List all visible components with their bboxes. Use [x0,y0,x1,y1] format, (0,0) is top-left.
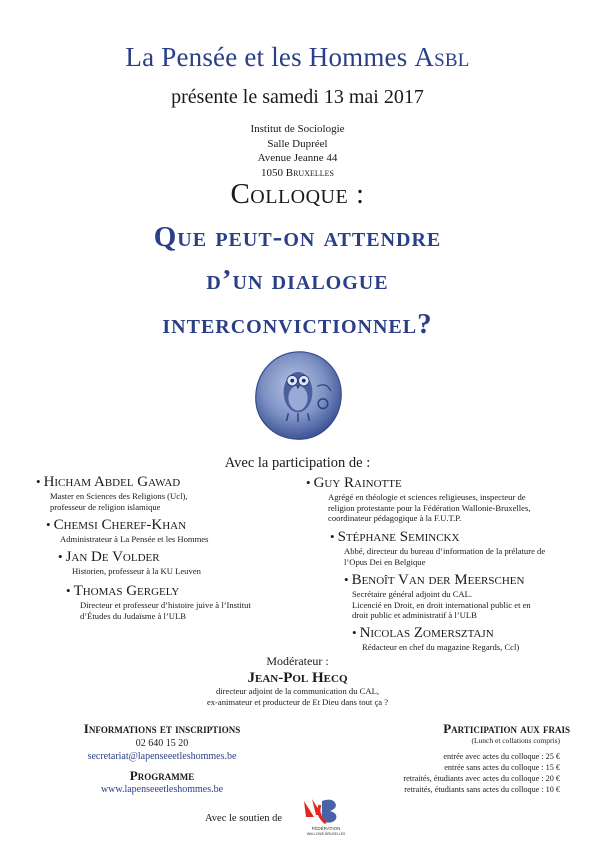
program-heading: Programme [129,768,195,783]
speaker-name: Chemsi Cheref-Khan [53,517,187,533]
speaker-name: Hicham Abdel Gawad [43,474,181,490]
bullet-icon: • [58,549,63,564]
fees-subheading: (Lunch et collations compris) [471,736,560,745]
address-line: Salle Dupréel [267,137,328,150]
speaker-entry [46,517,208,545]
participation-label: Avec la participation de : [224,455,371,471]
speaker-description: Historien, professeur à la KU Leuven [72,566,201,576]
fee-line: retraités, étudiants avec actes du colloque : 20 € [403,774,560,783]
fee-line: entrée sans actes du colloque : 15 € [444,763,560,772]
fee-line: entrée avec actes du colloque : 25 € [443,752,560,761]
email-link[interactable]: secretariat@lapenseeetleshommes.be [87,751,237,762]
owl-coin-image [250,348,346,444]
venue-address [0,122,595,180]
bullet-icon: • [306,475,311,490]
bullet-icon: • [352,625,357,640]
speaker-name: Guy Rainotte [313,475,402,491]
bullet-icon: • [66,583,71,598]
speaker-entry [36,474,187,512]
speaker-entry [330,529,545,567]
support-label: Avec le soutien de [205,813,283,824]
info-heading: Informations et inscriptions [83,721,241,736]
speaker-name: Stéphane Seminckx [337,529,460,545]
colloque-label: Colloque : [230,178,365,210]
organization-name: La Pensée et les Hommes [125,42,415,72]
speaker-description: Abbé, directeur du bureau d’information de la prélature de l’Opus Dei en Belgique [344,546,546,567]
speaker-entry [58,549,201,577]
moderator-name: Jean-Pol Hecq [247,670,348,686]
bullet-icon: • [344,572,349,587]
bullet-icon: • [330,529,335,544]
logo-text: FÉDÉRATION [311,826,341,831]
speaker-description: Secrétaire général adjoint du CAL. Licencié en Droit, en droit international public et en droit public et administratif à l’ULB [352,589,531,620]
fee-line: retraités, étudiants sans actes du colloque : 10 € [404,785,560,794]
speaker-name: Benoît Van der Meerschen [351,572,525,588]
website-link[interactable]: www.lapenseeetleshommes.be [100,784,224,795]
address-line: Institut de Sociologie [250,123,345,135]
speaker-description: Directeur et professeur d’histoire juive à l’Institut d’Études du Judaïsme à l’ULB [80,600,251,621]
phone-number: 02 640 15 20 [135,738,189,749]
question-line: Que peut-on attendre [153,221,442,253]
speaker-name: Nicolas Zomersztajn [359,625,494,641]
address-line: Avenue Jeanne 44 [257,152,338,164]
moderator-label: Modérateur : [266,654,329,668]
speaker-entry [344,572,531,621]
speaker-description: Agrégé en théologie et sciences religieuses, inspecteur de religion protestante pour la Fédération Wallonie-Bruxelles, coordinateur pédagogique à la F.U.T.P. [328,492,531,523]
question-line: d’un dialogue [206,264,389,296]
bullet-icon: • [36,474,41,489]
speaker-entry [306,475,530,524]
organization-title [0,42,595,73]
bullet-icon: • [46,517,51,532]
speaker-description: Master en Sciences des Religions (Ucl), professeur de religion islamique [50,491,188,512]
speaker-entry [352,625,519,653]
event-date: présente le samedi 13 mai 2017 [171,86,424,108]
address-line: 1050 Bruxelles [261,166,334,179]
federation-logo [296,795,356,837]
speaker-description: Rédacteur en chef du magazine Regards, Ccl) [362,642,520,652]
organization-suffix: Asbl [414,42,470,72]
logo-text: WALLONIE-BRUXELLES [306,832,346,836]
speaker-name: Thomas Gergely [73,583,180,599]
speaker-description: Administrateur à La Pensée et les Hommes [60,534,209,544]
moderator-description: directeur adjoint de la communication du CAL, ex-animateur et producteur de Et Dieu dans tout ça ? [206,686,389,707]
question-line: interconvictionnel? [162,308,433,340]
speaker-name: Jan De Volder [65,549,160,565]
speaker-entry [66,583,251,621]
fees-heading: Participation aux frais [443,721,570,736]
